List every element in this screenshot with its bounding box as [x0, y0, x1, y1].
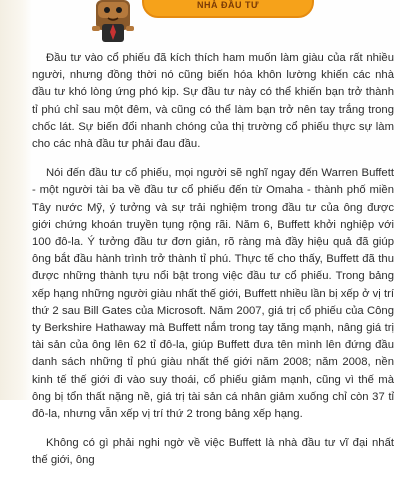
banner-text: NHÀ ĐẦU TƯ: [197, 0, 259, 10]
paragraph: Nói đến đầu tư cổ phiếu, mọi người sẽ nghĩ ngay đến Warren Buffett - một người tài ba về đầu tư cổ phiếu đến từ Omaha - thành phố miền Tây nước Mỹ, ý tưởng và sự trải nghiệm trong đầu tư của ông được giới chứng khoán truyền tụng rộng rãi. Năm 6, Buffett khởi nghiệp với 100 đô-la. Ý tưởng đầu tư đơn giản, rõ ràng mà đầy hiệu quả đã giúp ông bắt đầu hành trình trở thành tỉ phú. Thực tế cho thấy, Buffett đã thu được những thành tựu nổi bật trong việc đầu tư cổ phiếu. Trong bảng xếp hạng những người giàu nhất thế giới, Buffett nhiều lần bị xếp ở vị trí thứ 2 sau Bill Gates của Microsoft. Năm 2007, giá trị cổ phiếu của Công ty Berkshire Hathaway mà Buffett nắm trong tay tăng mạnh, nâng giá trị tài sản của ông lên 62 tỉ đô-la, giúp Buffett đưa tên mình lên đứng đầu danh sách những tỉ phú giàu nhất thế giới năm 2008; năm 2008, nền kinh tế thế giới đi vào suy thoái, cổ phiếu giảm mạnh, cũng vì thế mà ông bị tổn thất nặng nề, giá trị tài sản cá nhân giảm xuống chỉ còn 37 tỉ đô-la, nhưng vẫn xếp vị trí thứ 2 trong bảng xếp hạng.: [32, 167, 394, 421]
chapter-banner: [142, 0, 314, 18]
page-gutter-shade: [0, 0, 32, 400]
paragraph: Không có gì phải nghi ngờ về việc Buffett là nhà đầu tư vĩ đại nhất thế giới, ông: [32, 437, 394, 467]
mascot-illustration: [88, 0, 138, 46]
paragraph: Đầu tư vào cổ phiếu đã kích thích ham muốn làm giàu của rất nhiều người, nhưng đồng thời nó cũng biến hóa khôn lường khiến các nhà đầu tư khó lòng ứng phó kịp. Sự đầu tư này có thể khiến bạn trở thành tỉ phú chỉ sau một đêm, và cũng có thể làm bạn trở nên tay trắng trong chốc lát. Sự biến đổi nhanh chóng của thị trường cổ phiếu thực sự làm cho các nhà đầu tư phải đau đầu.: [32, 52, 394, 151]
body-text: [32, 50, 394, 482]
